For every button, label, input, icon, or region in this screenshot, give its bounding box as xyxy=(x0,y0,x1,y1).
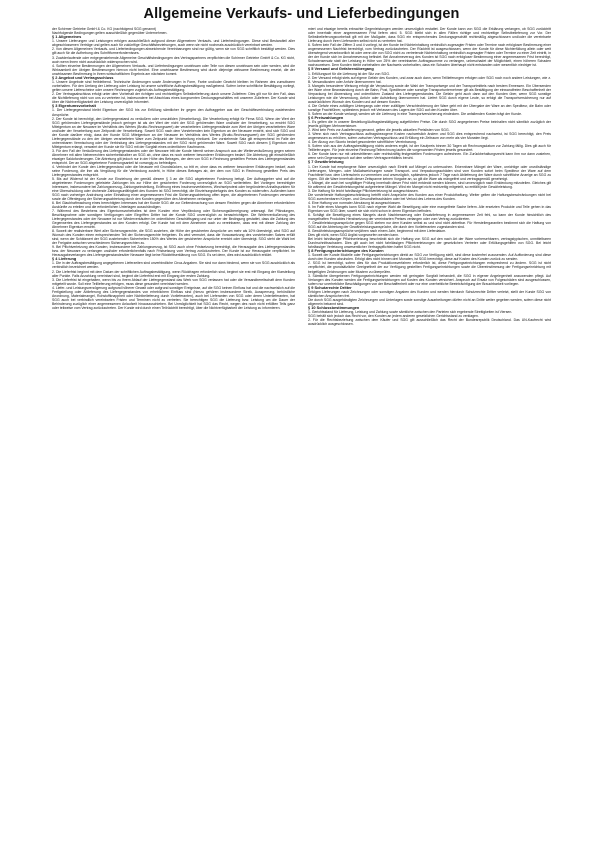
text-columns xyxy=(52,27,551,327)
paragraph: 8. Gewährleistungsansprüche verjähren nach einem Jahr, beginnend mit dem Lieferdatum. xyxy=(308,228,447,233)
paragraph: 3. Mangels besonderer Weisung erfolgt die Verpackung sowie die Wahl der Transportwege und der Transportmittels nach bestem Ermessen. Ein Übersenden der Ware ohne Beanstandung durch die Bahn, Post, Spediteure oder sonstige Transportunternehmer gilt als Bestätigung der einwandfreien Beschaffenheit der Verpackung bei Abwendung und ordentlichen Zustand des Liefergegenstandes. Die Gefahr geht auch dann auf den Kunden über, wenn SGG sonstige Leistungen wie die Versendung, Anfuhr oder Aufstellung übernommen hat. Liefert SGG durch eigene Leute, so erfolgt die Transportversicherung nur auf ausdrücklichen Wunsch des Kunden und auf dessen Kosten. xyxy=(308,83,551,104)
right-column xyxy=(308,27,551,327)
section-heading: § 2 Angebot und Vertragsschluss xyxy=(52,74,114,80)
section-heading: § 3 Eigentumsvorbehalt xyxy=(52,103,96,109)
section-heading: § 4 Lieferung xyxy=(52,256,77,262)
paragraph: 6. Bei Glaubhaftmachung eines berechtigten Interesses hat der Kunde SGG die zur Geltendmachung von dessen Rechten gegen die Abnehmer erforderlichen Auskünfte zu erteilen und die erforderlichen Unterlagen auszuhändigen. xyxy=(52,200,295,209)
paragraph: 4. Eine Haftung von normaler Abnutzung ist ausgeschlossen. xyxy=(308,200,401,205)
paragraph: 1. Unsere Lieferungen und Leistungen erfolgen ausschließlich aufgrund dieser Allgemeinen Verkaufs- und Lieferbedingungen. Diese sind Bestandteil aller abgeschlossenen Verträge und gelten auch für zukünftige Geschäftsbeziehungen, auch wenn sie nicht nochmals ausdrücklich vereinbart werden. xyxy=(52,39,295,48)
paragraph: Bei leicht fahrlässiger Pflichtverletzung beschränkt sich die Haftung von SGG auf den nach Art der Ware vorhersehbaren, vertragstypischen, unmittelbaren Durchschnittsschaden. Dies gilt auch bei nicht fahrlässigen Pflichtverletzungen der gesetzlichen Vertreter oder Erfüllungsgehilfen von SGG. Bei leicht fahrlässiger Verletzung unwesentlicher Vertragspflichten haftet SGG nicht. xyxy=(308,236,551,250)
paragraph: 4. Sollten einzelne Bestimmungen der Allgemeinen Verkaufs- und Lieferbedingungen unwirksam oder Teile von diesen unwirksam sein oder werden, wird die Wirksamkeit der übrigen Bestimmungen hiervon nicht berührt. Eine unwirksame Bestimmung wird durch diejenige wirksame Bestimmung ersetzt, die der unwirksamen Bestimmung in ihrem wirtschaftlichen Ergebnis am nächsten kommt. xyxy=(52,63,295,76)
section-heading: § 8 Fertigungseinrichtungen des Kunden xyxy=(308,248,384,254)
paragraph: 1. Die in der Auftragsbestätigung angegebenen Lieferzeiten sind unverbindliche Circa-Angaben. Sie sind nur dann bindend, wenn sie von SGG ausdrücklich als verbindlich bezeichnet werden. xyxy=(52,261,295,270)
paragraph: 8. Soweit der realisierbare Wert aller Sicherungsrechte, die SGG zustehen, die Höhe der gesicherten Ansprüche um mehr als 10% übersteigt, wird SGG auf Wunsch des Kunden einen entsprechenden Teil der Sicherungsrechte freigeben. Es wird vermutet, dass die Voraussetzung des vorstehenden Satzes erfüllt sind, wenn der Schätzwert der SGG zustehenden Sicherheiten 150% des Wertes der gesicherten Ansprüche erreicht oder übersteigt. SGG steht die Wahl bei der Freigabe zwischen verschiedenen Sicherungsrechten zu. xyxy=(52,228,295,245)
paragraph: 1. Erfüllungsort für die Lieferung ist der Sitz von SGG. xyxy=(308,71,390,76)
paragraph: 4. Der Abzug von Skonto bedarf gesonderter schriftlicher Vereinbarung. xyxy=(308,140,417,145)
paragraph: Die vorstehende Haftungsbeschränkung betrifft nicht Ansprüche des Kunden aus einer Produkthaftung. Weiter gelten die Haftungsbeschränkungen nicht bei SGG zurechenbaren Körper- und Gesundheitsschäden oder bei Verlust des Lebens des Kunden. xyxy=(308,192,551,201)
paragraph: 5. Sofern sich aus der Auftragsbestätigung nichts anderes ergibt, ist der Kaufpreis binnen 30 Tagen ab Rechnungsdatum zur Zahlung fällig. Dies gilt auch für Teillieferungen. Für jede einzelne Rechnung/Teilrechnung laufen die vorgenannten Fristen jeweils gesondert. xyxy=(308,144,551,153)
section-heading: § 6 Preiszahlungen xyxy=(308,114,344,120)
paragraph: 2. Wird kein Preis vor Auslieferung genannt, gelten die jeweils aktuellen Preislisten von SGG. xyxy=(308,128,450,133)
paragraph: 1. Es gelten die in unserer Bestellung/Auftragsbestätigung aufgeführten Preise. Die durch SGG angegebenen Preise beinhalten nicht sämtlich zuzüglich der jeweils gültigen Mehrwertsteuer. xyxy=(308,120,551,129)
paragraph: 2. Der Vertragsabschluss erfolgt unter dem Vorbehalt der richtigen und rechtzeitigen Selbstbelieferung durch unsere Zulieferer. Dies gilt nur für den Fall, dass die Nichtlieferung nicht von uns zu vertreten ist, insbesondere bei Abschluss eines kongruenten Deckungsgeschäftes mit unserem Zulieferer. Der Kunde wird über die Nichtverfügbarkeit der Leistung unverzüglich informiert. xyxy=(52,92,295,105)
paragraph: 2. Der Versand erfolgt stets auf eigene Gefahr des Kunden, und zwar auch dann, wenn Teillieferungen erfolgen oder SGG noch noch andere Leistungen, wie z. B. Versandkosten oder Anfuhr übernommen hat. xyxy=(308,75,551,84)
paragraph: 3. Für den Fall der Veräußerung des Liefergegenstandes oder der Neuware tritt der Kunde hiermit seinen Anspruch aus der Weiterveräußerung gegen seinen Abnehmer mit allen Nebenrechten sicherheitshalber an SGG ab, ohne dass es noch weiterer besonderer Erklärungen bedarf. Die Abtretung gilt einschließlich etwaiger Saldoforderungen. Die Abtretung gilt jedoch nur in der Höhe des Betrages, der dem von SGG in Rechnung gestellten Preises des Liefergegenstandes entspricht. Der an SGG abgetretene Forderungsanteil ist vorrangig zu befriedigen. xyxy=(52,148,295,165)
paragraph: 4. Liefer- und Leistungsverzögerung aufgrund höherer Gewalt oder aufgrund sonstiger Ereignisse, auf die SGG keinen Einfluss hat und die nachweislich auf die Fertigstellung oder Ablieferung des Liefergegenstandes von erheblichem Einfluss sind (hierzu gehören insbesondere Streik, Aussperrung, behördliche Anordnung, Materialmangel, Rohstoffknappheit oder Nichtbelieferung durch Vorlieferanten), auch bei Lieferanten von SGG oder deren Unterlieferanten, hat SGG auch bei verbindlich vereinbarten Fristen und Terminen nicht zu vertreten. Sie berechtigen SGG die Lieferung bzw. Leistung um die Dauer der Behinderung zuzüglich einer angemessenen Anlaufzeit hinauszuschieben. Bei Unmöglichkeit hat SGG das Recht, wegen des noch nicht erfüllten Teils ganz oder teilweise vom Vertrag zurückzutreten. Der Kunde wird durch einen Teilrücktritt berechtigt, über die Nichtverfügbarkeit der Leistung zu informieren. xyxy=(52,285,295,310)
paragraph: 2. Die Lieferfrist beginnt mit dem Datum der schriftlichen Auftragsbestätigung, wenn Rückfragen erforderlich sind, beginnt sie erst mit Eingang der Klarstellung aller Punkte. Falls Anzahlung vereinbart sind, beginnt die Lieferfrist erst mit Eingang der ersten Zahlung. xyxy=(52,269,295,278)
paragraph: 3. Die Haftung für leicht fahrlässige Pflichtverletzung ist ausgeschlossen. xyxy=(308,188,419,193)
paragraph: 1. Soweit der Kunde Modelle oder Fertigungseinrichtungen direkt an SGG zur Verfügung stellt, sind diese kostenfrei zuzusenden. Auf Aufforderung sind diese durch den Kunden abzuholen. Erfolgt dies nicht binnen drei Monaten, ist SGG berechtigt, diese auf Kosten des Kunden zurück zu senden. xyxy=(308,253,551,262)
paragraph: 5. Bis auf Widerruf ist der Kunde zur Einziehung der gemäß diesem § 3 an die SGG abgetretenen Forderung befugt. Der Auftraggeber wird auf die abgetretenen Forderungen geleistete Zahlungen bis zur Höhe der gesicherten Forderung unverzüglich an SGG weiterleiten. Bei Vorliegen berechtigter Interessen, insbesondere bei Zahlungsverzug, Zahlungseinstellung, Eröffnung eines Insolvenzverfahrens, Wechselprotest oder begründeten Anhaltspunkten für eine Überschuldung oder drohende Zahlungsunfähigkeit des Kunden ist SGG berechtigt, die Einziehungsbefugnis des Kunden zu widerrufen. Außerdem kann SGG nach vorheriger Androhung unter Einhaltung einer angemessenen Frist die Sicherungsabtretung offen legen, die abgetretenen Forderungen verwerten sowie die Offenlegung der Sicherungsabtretung durch den Kunden gegenüber den Abnehmern verlangen. xyxy=(52,176,295,201)
paragraph: 6. Der Kunde kann nur mit unbestrittenen oder rechtskräftig festgestellten Forderungen aufrechnen. Ein Zurückbehaltungsrecht kann ihm nur dann zustehen, wenn sein Gegenanspruch auf dem selben Vertragsverhältnis beruht. xyxy=(308,152,551,161)
paragraph: 6. Schlägt die Beseitigung eines Mangels durch Nachbesserung oder Ersatzlieferung in angemessener Zeit fehl, so kann der Kunde hinsichtlich des mangelhaften Produktes Herabsetzung der vereinbarten Preises verlangen oder vom Vertrag zurücktreten. xyxy=(308,212,551,221)
paragraph: 1. Der Liefergegenstand bleibt Eigentum der SGG bis zur Erfüllung sämtlicher ihr gegen den Auftraggeber aus der Geschäftsverbindung zustehenden Ansprüche. xyxy=(52,108,295,117)
paragraph: Erfolgen Lieferungen nach Zeichnungen oder sonstigen Angaben des Kunden und werden hierdurch Schutzrechte Dritter verletzt, stellt der Kunde SGG von sämtlichen Ansprüchen frei. xyxy=(308,289,551,298)
paragraph: 2. Mängel, die auch bei sorgfältiger Prüfung innerhalb dieser Frist nicht entdeckt werden können, sind unverzüglich nach Entdeckung mitzuteilen. Gleiches gilt für während der Gewährleistungsfrist aufgetretene Mängel. Wird ein Mangel nicht rechtzeitig mitgeteilt, so entfällt jede Gewährleistung. xyxy=(308,180,551,189)
section-heading: § 10 Schlussbestimmungen xyxy=(308,305,360,311)
section-heading: § 9 Schutzrechte Dritter xyxy=(308,284,352,290)
paragraph: 5. Im Falle eines Mangels kann SGG nach eigener Wahl die Beseitigung oder eine mangelfreie Sache liefern. Alle ersetzten Produkte und Teile gehen in das Eigentum von SGG über, soweit sie sich nicht schon in deren Eigentum befinden. xyxy=(308,204,551,213)
paragraph: 1. Gerichtsstand für Lieferung, Leistung und Zahlung sowie sämtliche zwischen den Parteien sich ergebende Streitigkeiten ist Viersen. xyxy=(308,310,513,315)
paragraph: 3. Wenn sich nach Vertragsschluss auftragsbezogene Kosten nachweislich ändern und SGG dies entsprechend nachweist, ist SGG berechtigt, den Preis angemessen zu erhöhen, sofern zwischen Vertragsschluss und Erfüllung ein Zeitraum von mehr als vier Monaten liegt. xyxy=(308,132,551,141)
paragraph: 1. Der Kunde hat empfangene Ware unverzüglich nach Eintritt auf Mängel zu untersuchen. Erkennbare Mängel der Ware, unrichtige oder unvollständige Lieferungen, Mengen- oder Maßabweichungen sowie Transport- und Verpackungsschäden sind vom Kunden sofort beim Spediteur der Ware auf dem Frachtbrief bzw. dem Lieferschein zu vermerken und unverzüglich, spätestens jedoch 7 Tage nach Ablieferung der Ware durch schriftliche Anzeige an SGG zu rügen. Gilt die Ware innerhalb dieser Zeitspanne keinen Vorgabe an, so gilt die Ware als mängelfrei und vertragsgemäß genehmigt. xyxy=(308,164,551,181)
paragraph: 2. SGG ist berechtigt, sofern dies für das Produktionsverfahren erforderlich ist, diese Fertigungseinrichtungen entsprechend zu ändern. SGG ist nicht verpflichtet, die grundsätzliche Geeignetheit der zur Verfügung gestellten Fertigungseinrichtungen sowie die Übereinstimmung der Fertigungseinrichtung mit beigefügten Zeichnungen oder Mustern zu überprüfen. xyxy=(308,261,551,274)
paragraph: 2. Der Kunde ist berechtigt, den Liefergegenstand zu veräußern oder umzubilden (Verarbeitung). Die Verarbeitung erfolgt für Firma SGG. Wenn der Wert der SGG gehörenden Liefergegenstände jedoch geringer ist als der Wert der nicht der SGG gehörenden Ware und/oder der Verarbeitung, so erwirbt SGG Miteigentum an der Neuware im Verhältnis des Wertes (Brutto-Rechnungswert) der verarbeiteten Liefergegenstände zum Wert der übrigen verarbeiteten Ware und/oder der Verarbeitung zum Zeitpunkt der Verarbeitung. Soweit SGG nach dem Vorstehenden kein Eigentum an der Neuware erwirbt, sind sich SGG und der Kunde darüber einig, dass der Kunde SGG Miteigentum an der Neuware im Verhältnis des Wertes (Brutto-Rechnungswert) der SGG gehörenden Liefergegenstände zu den der übrigen verarbeiteten Ware zum Zeitpunkt der Verarbeitung einräumt. Der vorstehende Satz gilt entsprechend im Falle der untrennbaren Vermischung oder der Verbindung des Liefergegenstandes mit der SGG nicht gehörender Ware. Soweit SGG nach diesem § Eigentum oder Miteigentum erlangt, verwahrt der Kunde sie für SGG mit der Sorgfalt eines ordentlichen Kaufmanns. xyxy=(52,116,295,149)
paragraph: 7. Während des Bestehens des Eigentumsvorbehaltes ist dem Kunden eine Verpfändung oder Sicherungsübereignung untersagt. Bei Pfändungen, Beschlagnahme oder sonstigen Verfügungen oder Eingriffen Dritter hat der Kunde SGG unverzüglich zu benachrichtigen. Die Weiterveräußerung des Liefergegenstandes oder der Neuware ist nur Wiederverkäufern im ordentlichen Geschäftsgang und nur unter der Bedingung gestattet, dass die Zahlung des Gegenwertes des Liefergegenstandes an den Kunden erfolgt. Der Kunde hat mit dem Abnehmer auch zu vereinbaren, dass erst mit dieser Zahlung der Abnehmer Eigentum erwirbt. xyxy=(52,208,295,229)
paragraph: 3. Zuwiderlaufende oder entgegenstehende Allgemeine Geschäftsbedingungen des Vertragspartners verpflichten die Schirmer Getriebe GmbH & Co. KG nicht, auch wenn ihnen nicht ausdrücklich widersprochen wird. xyxy=(52,55,295,64)
section-heading: § 5 Versand und Gefahrenübergang xyxy=(308,66,374,72)
paragraph: 9. Bei Pflichtverletzung des Kunden, insbesondere bei Zahlungsverzug, ist SGG auch ohne Fristsetzung berechtigt, die Herausgabe des Liefergegenstandes bzw. der Neuware zu verlangen und/oder erforderlichenfalls nach Fristsetzung vom Vertrag zurückzutreten. Der Kunde ist zur Herausgabe verpflichtet. Im Herausgabeverlangen des Liefergegenstandes/der Neuware liegt keine Rücktrittserklärung von SGG. Es sei denn, dies wird ausdrücklich erklärt. xyxy=(52,245,295,258)
paragraph: 5. Sofern an der Kunde verlangt, werden wir die Lieferung in eine Transportversicherung eindecken. Die anfallenden Kosten trägt der Kunde. xyxy=(308,111,523,116)
paragraph: der Schirmer Getriebe GmbH & Co. KG (nachfolgend SGG genannt) xyxy=(52,27,157,31)
section-heading: § 7 Gewährleistung xyxy=(308,159,344,165)
paragraph: SGG behält sich jedoch das Recht vor, den Kunden an jedem anderen gesetzlichen Gerichtsstand zu verklagen. xyxy=(308,314,479,319)
paragraph: 4. Verbindet der Kunde den Liefergegenstand oder die Neuware mit Grundstücken, so tritt er, ohne dass es weiterer besonderer Erklärungen bedarf, auch seine Forderung, die ihm als Vergütung für die Verbindung zusteht, in Höhe dieses Betrages ab, der dem von SGG in Rechnung gestellten Preis des Liefergegenstandes entspricht. xyxy=(52,164,295,177)
paragraph: 1. Unsere Angebote sind freibleibend. Technische Änderungen sowie Änderungen in Form, Farbe und/oder Gewicht bleiben im Rahmen des zumutbaren vorbehalten. Für den Umfang der Lieferung oder Leistung ist unsere schriftliche Auftragsbestätigung maßgebend. Sofern keine schriftliche Bestätigung vorliegt, gelten unsere Lieferscheine oder unsere Rechnungen zugleich als Auftragsbestätigung. xyxy=(52,79,295,93)
paragraph: 7. Gewährleistungsansprüche gegen SGG stehen nur dem Kunden selbst zu und sind nicht abtretbar. Für Herstellergarantien bestimmt sich die Haftung von SGG auf die Abtretung der Gewährleistungsansprüche, die durch den Vorlieferanten zugestanden sind. xyxy=(308,220,551,229)
paragraph: 2. Für die Rechtsbeziehung zwischen dem Käufer und SGG gilt ausschließlich das Recht der Bundesrepublik Deutschland. Das UN-Kaufrecht wird ausdrücklich ausgeschlossen. xyxy=(308,318,551,327)
paragraph: 3. Die Lieferfrist ist eingehalten, wenn bis zu ihrem Ablauf der Liefergegenstand das Werk von SGG verlassen hat oder die Versandbereitschaft dem Kunden mitgeteilt wurde. Soll eine Teillieferung erfolgen, muss diese gesondert vereinbart werden. xyxy=(52,277,295,286)
paragraph: miert und etwaige bereits erbrachte Gegenleistungen werden unverzüglich erstattet. Der Kunde kann von SGG die Erklärung verlangen, ob SGG zurücktritt oder innerhalb einer angemessenen Frist liefern wird. 5. SGG bleibt sich in allen Fällen richtige und rechtzeitige Selbstbelieferung zur Vor. Der Selbstbelieferungsvorbehalt gilt mit der Maßgabe, dass SGG ein entsprechendes Deckungsgeschäft rechtmäßig abgeschlossen und/oder die vereinbarte Lieferung durch ihren Lieferanten selbst nicht zu vertreten hat. xyxy=(308,27,551,44)
paragraph: 4. Die Gefahr eines zufälligen Untergangs oder einer zufälligen Verschlechterung der Ware geht mit der Übergabe der Ware an den Spediteur, die Bahn oder sonstige Frachtführer, spätestens jedoch mit Verlassen des Lagers der SGG auf den Kunden über. xyxy=(308,103,551,112)
page-title: Allgemeine Verkaufs- und Lieferbedingungen xyxy=(143,6,460,22)
paragraph: 2. Von diesen Allgemeinen Verkaufs- und Lieferbedingungen abweichende Vereinbarungen sind nur gültig, wenn sie von SGG schriftlich bestätigt werden. Dies gilt auch für die Aufhebung des Schriftformerfordernisses. xyxy=(52,47,295,56)
paragraph: 3. Sämtliche übergebenen Fertigungseinrichtungen werden mit geringster Sorgfalt behandelt, die SGG in eigener Angelegenheit anzuwenden pflegt. Auf Verlangen des Kunden werden die Fertigungseinrichtungen auf Kosten des Kunden versichert. Anspruch auf Ersatz von Folgeschäden sind ausgeschlossen, sofern nur unerhebliche Beschädigungen von der Beschaffenheit oder nur eine unerhebliche Beeinträchtigung der Brauchbarkeit vorliegen. xyxy=(308,273,551,286)
paragraph: Dies gilt nicht, wenn SGG Arglist vorgeworfen werden kann. xyxy=(308,232,399,237)
paragraph: Nachfolgende Bedingungen gelten ausschließlich gegenüber Unternehmen. xyxy=(52,31,168,36)
paragraph: 6. Sofern kein Fall der Ziffern 3 und 4 vorliegt, ist der Kunde bei Nichteinhaltung verbindlich zugesagter Fristen oder Termine nach erfolgloser Bestimmung einer angemessenen Nachfrist berechtigt, vom Vertrag zurückzutreten. Der Rücktritt ist ausgeschlossen, wenn der Kunde für diese Nichterfüllung allein oder weit überwiegend verantwortlich ist oder wenn die von SGG nicht zu vertretende Nichteinhaltung verbindlich zugesagter Fristen oder Termine zu einer Zeit eintritt, in der der Kunde sich im Annahmeverzug befindet. Bei Annahmeverzug des Kunden ist SGG nach erfolgloser Bestimmung einer angemessenen Frist berechtigt, Schadensersatz statt der Leistung in Höhe von 25% der vereinbarten Auftragssumme zu verlangen, unbeschadet der Möglichkeit, einen höheren Schaden nachzuweisen. Dem Kunden bleibt vorbehalten der Nachweis vorbehalten, dass ein Schaden überhaupt nicht entstanden oder wesentlich niedriger ist. xyxy=(308,43,551,68)
paragraph: Die durch SGG ausgehändigten Zeichnungen und Unterlagen sowie sonstige Ausarbeitungen dürfen nicht an Dritte weiter gegeben werden, sofern diese nicht allgemein bekannt sind. xyxy=(308,298,551,307)
left-column xyxy=(52,27,295,327)
section-heading: § 1 Allgemeines xyxy=(52,34,82,40)
